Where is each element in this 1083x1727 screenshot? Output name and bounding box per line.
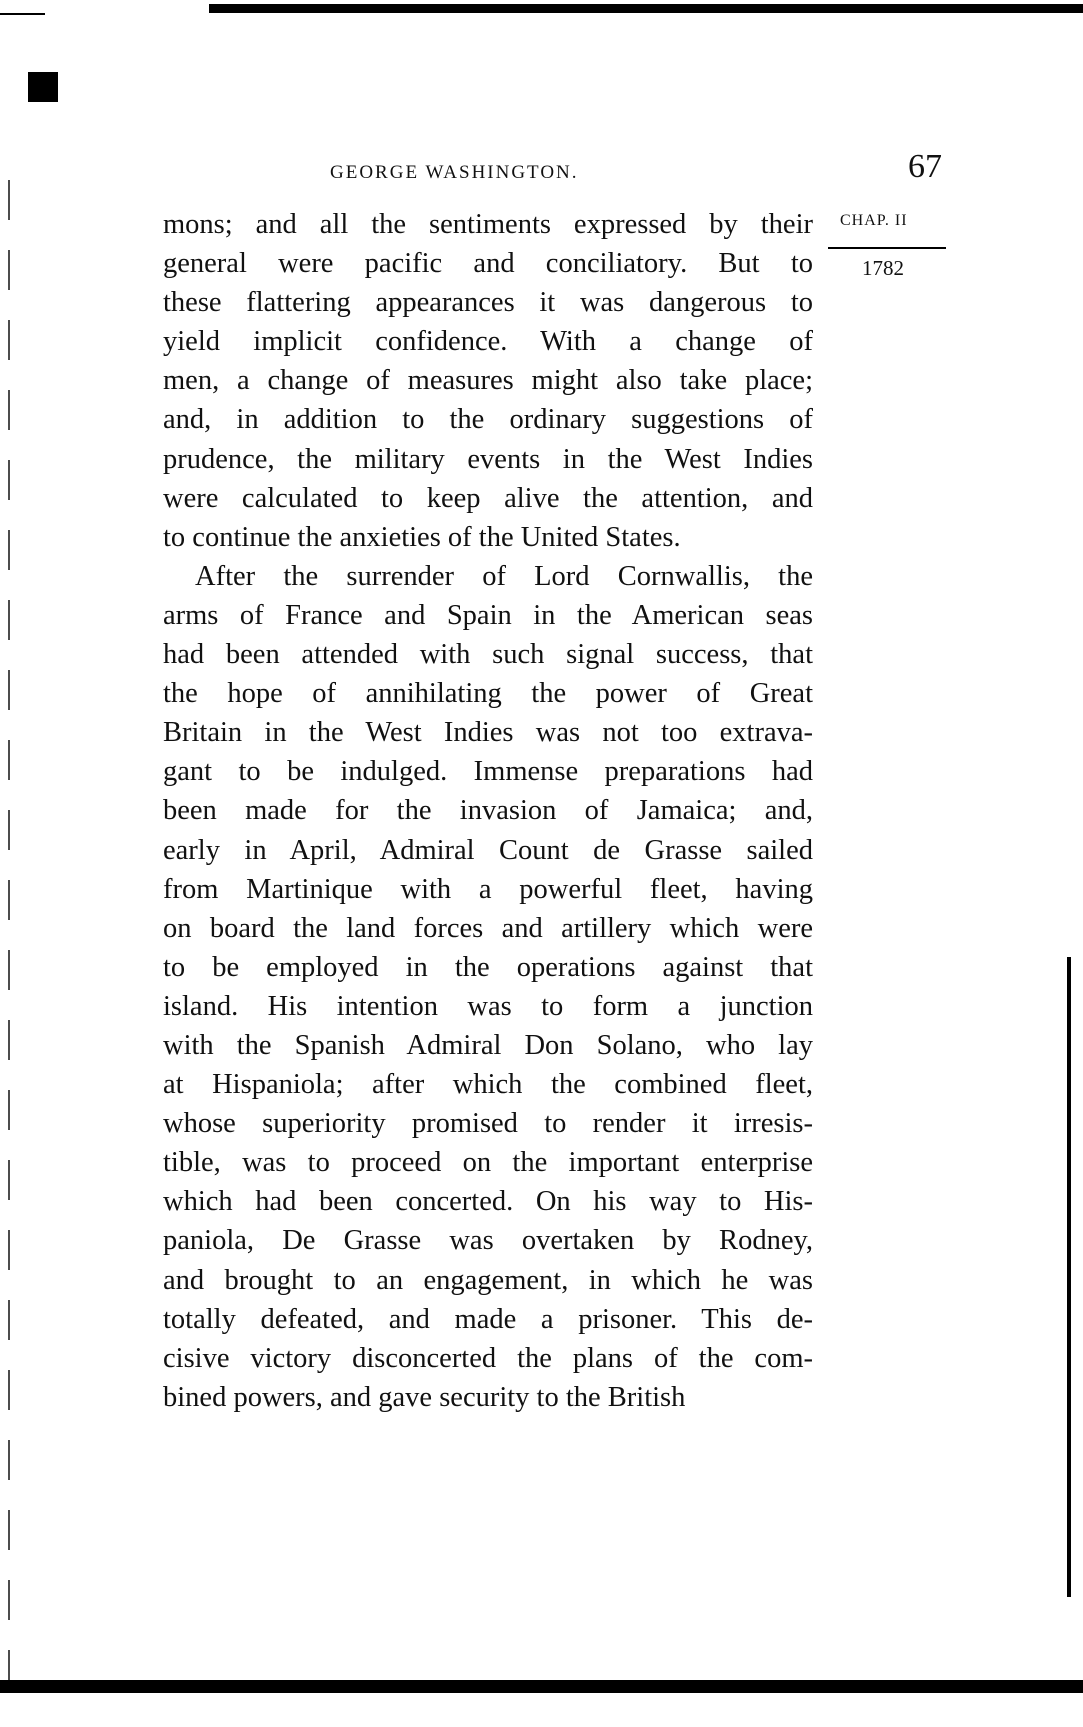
- text-line: island. His intention was to form a junction: [163, 990, 813, 1022]
- text-line: tible, was to proceed on the important enterprise: [163, 1147, 813, 1179]
- text-line: paniola, De Grasse was overtaken by Rodney,: [163, 1225, 813, 1257]
- text-line: mons; and all the sentiments expressed by their: [163, 209, 813, 240]
- text-line: from Martinique with a powerful fleet, having: [163, 873, 813, 905]
- text-line: totally defeated, and made a prisoner. This de-: [163, 1303, 813, 1335]
- text-line: Britain in the West Indies was not too extrava-: [163, 717, 813, 749]
- text-line: to be employed in the operations against that: [163, 951, 813, 983]
- text-line: early in April, Admiral Count de Grasse sailed: [163, 834, 813, 866]
- scan-edge-right: [1067, 957, 1071, 1597]
- running-head: GEORGE WASHINGTON.: [330, 162, 579, 183]
- body-text: [163, 205, 813, 1417]
- text-line: After the surrender of Lord Cornwallis, the: [195, 560, 813, 592]
- text-line: gant to be indulged. Immense preparations had: [163, 756, 813, 788]
- text-line: and, in addition to the ordinary suggestions of: [163, 404, 813, 436]
- text-line: these flattering appearances it was dangerous to: [163, 287, 813, 319]
- text-line: and brought to an engagement, in which he was: [163, 1264, 813, 1296]
- page-number: 67: [908, 148, 942, 185]
- text-line: the hope of annihilating the power of Great: [163, 678, 813, 710]
- text-line: to continue the anxieties of the United States.: [163, 521, 681, 553]
- text-line: whose superiority promised to render it irresis-: [163, 1108, 813, 1140]
- text-line: were calculated to keep alive the attention, and: [163, 482, 813, 514]
- text-line: had been attended with such signal success, that: [163, 639, 813, 671]
- text-line: been made for the invasion of Jamaica; and,: [163, 795, 813, 827]
- scan-edge-top: [209, 4, 1083, 13]
- text-line: cisive victory disconcerted the plans of the com-: [163, 1342, 813, 1374]
- text-line: which had been concerted. On his way to His-: [163, 1186, 813, 1218]
- text-line: arms of France and Spain in the American seas: [163, 599, 813, 631]
- text-line: at Hispaniola; after which the combined fleet,: [163, 1069, 813, 1101]
- text-line: general were pacific and conciliatory. But to: [163, 248, 813, 280]
- margin-chapter: CHAP. II: [840, 212, 908, 229]
- scan-edge-top-left: [0, 13, 45, 15]
- scan-blot: [28, 72, 58, 102]
- text-line: with the Spanish Admiral Don Solano, who lay: [163, 1029, 813, 1061]
- text-line: prudence, the military events in the West Indies: [163, 443, 813, 475]
- text-line: men, a change of measures might also take place;: [163, 365, 813, 397]
- scan-edge-left: [8, 180, 10, 1680]
- text-line: on board the land forces and artillery which were: [163, 912, 813, 944]
- margin-year: 1782: [862, 256, 904, 280]
- scan-edge-bottom: [0, 1680, 1083, 1693]
- margin-rule: [828, 247, 946, 249]
- text-line: yield implicit confidence. With a change of: [163, 326, 813, 358]
- text-line: bined powers, and gave security to the British: [163, 1381, 686, 1413]
